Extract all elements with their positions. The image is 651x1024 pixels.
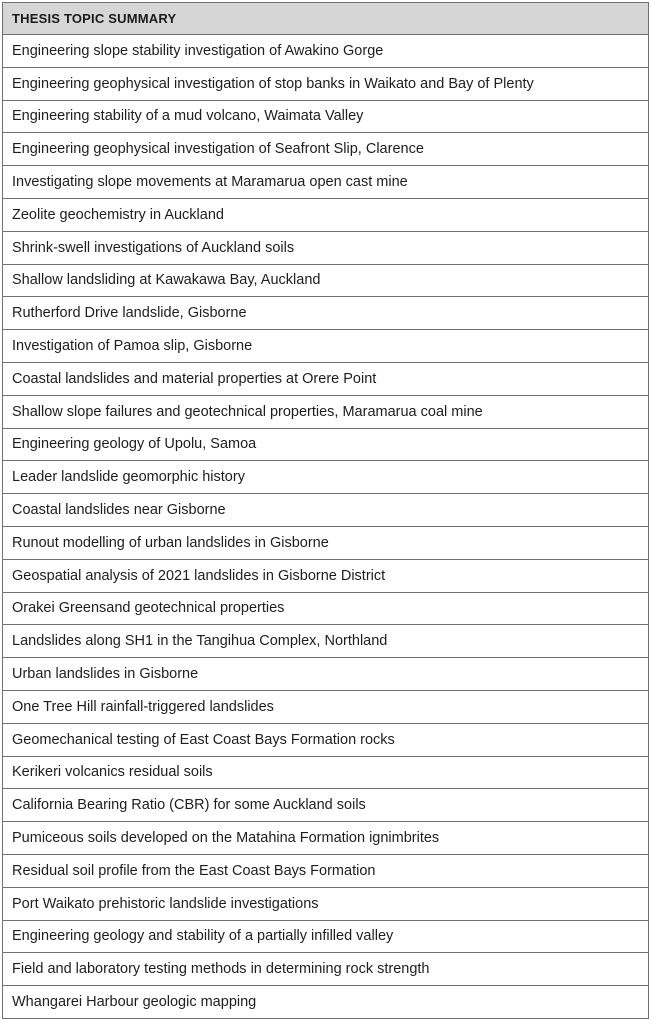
- thesis-topic-cell: Coastal landslides near Gisborne: [3, 494, 649, 527]
- table-row: [3, 362, 649, 395]
- thesis-topic-cell: Orakei Greensand geotechnical properties: [3, 592, 649, 625]
- table-row: [3, 133, 649, 166]
- table-row: [3, 297, 649, 330]
- thesis-topic-cell: Kerikeri volcanics residual soils: [3, 756, 649, 789]
- thesis-topic-cell: Engineering geophysical investigation of Seafront Slip, Clarence: [3, 133, 649, 166]
- thesis-topic-cell: Engineering geophysical investigation of stop banks in Waikato and Bay of Plenty: [3, 67, 649, 100]
- table-row: [3, 330, 649, 363]
- table-row: [3, 887, 649, 920]
- table-row: [3, 461, 649, 494]
- thesis-topic-cell: Landslides along SH1 in the Tangihua Complex, Northland: [3, 625, 649, 658]
- table-row: [3, 854, 649, 887]
- thesis-topic-cell: Shrink-swell investigations of Auckland soils: [3, 231, 649, 264]
- table-row: [3, 690, 649, 723]
- table-row: [3, 67, 649, 100]
- thesis-topic-cell: Zeolite geochemistry in Auckland: [3, 198, 649, 231]
- table-row: [3, 789, 649, 822]
- table-row: [3, 166, 649, 199]
- table-row: [3, 756, 649, 789]
- table-row: [3, 592, 649, 625]
- thesis-topic-cell: Shallow slope failures and geotechnical properties, Maramarua coal mine: [3, 395, 649, 428]
- table-row: [3, 264, 649, 297]
- table-header-row: [3, 3, 649, 35]
- thesis-topic-cell: One Tree Hill rainfall-triggered landslides: [3, 690, 649, 723]
- thesis-topic-table: [2, 2, 649, 1019]
- table-row: [3, 920, 649, 953]
- table-row: [3, 428, 649, 461]
- thesis-topic-cell: Residual soil profile from the East Coast Bays Formation: [3, 854, 649, 887]
- table-row: [3, 559, 649, 592]
- table-row: [3, 953, 649, 986]
- thesis-topic-table-container: [2, 2, 649, 1019]
- thesis-topic-cell: Geospatial analysis of 2021 landslides in Gisborne District: [3, 559, 649, 592]
- thesis-topic-cell: Engineering slope stability investigation of Awakino Gorge: [3, 35, 649, 68]
- table-row: [3, 526, 649, 559]
- thesis-topic-cell: Engineering geology and stability of a partially infilled valley: [3, 920, 649, 953]
- thesis-topic-cell: Rutherford Drive landslide, Gisborne: [3, 297, 649, 330]
- thesis-topic-cell: Pumiceous soils developed on the Matahina Formation ignimbrites: [3, 822, 649, 855]
- table-body: [3, 35, 649, 1019]
- table-row: [3, 658, 649, 691]
- table-row: [3, 35, 649, 68]
- thesis-topic-cell: California Bearing Ratio (CBR) for some Auckland soils: [3, 789, 649, 822]
- thesis-topic-cell: Investigation of Pamoa slip, Gisborne: [3, 330, 649, 363]
- thesis-topic-cell: Geomechanical testing of East Coast Bays Formation rocks: [3, 723, 649, 756]
- thesis-topic-cell: Urban landslides in Gisborne: [3, 658, 649, 691]
- table-row: [3, 198, 649, 231]
- table-row: [3, 822, 649, 855]
- thesis-topic-cell: Port Waikato prehistoric landslide investigations: [3, 887, 649, 920]
- table-row: [3, 625, 649, 658]
- table-row: [3, 100, 649, 133]
- thesis-topic-cell: Investigating slope movements at Maramarua open cast mine: [3, 166, 649, 199]
- table-row: [3, 494, 649, 527]
- table-row: [3, 723, 649, 756]
- thesis-topic-cell: Coastal landslides and material properties at Orere Point: [3, 362, 649, 395]
- thesis-topic-cell: Engineering stability of a mud volcano, Waimata Valley: [3, 100, 649, 133]
- table-head: [3, 3, 649, 35]
- thesis-topic-cell: Leader landslide geomorphic history: [3, 461, 649, 494]
- thesis-topic-cell: Whangarei Harbour geologic mapping: [3, 986, 649, 1019]
- table-row: [3, 986, 649, 1019]
- thesis-topic-cell: Field and laboratory testing methods in determining rock strength: [3, 953, 649, 986]
- table-header-cell: THESIS TOPIC SUMMARY: [3, 3, 649, 35]
- thesis-topic-cell: Engineering geology of Upolu, Samoa: [3, 428, 649, 461]
- thesis-topic-cell: Runout modelling of urban landslides in Gisborne: [3, 526, 649, 559]
- table-row: [3, 231, 649, 264]
- thesis-topic-cell: Shallow landsliding at Kawakawa Bay, Auckland: [3, 264, 649, 297]
- table-row: [3, 395, 649, 428]
